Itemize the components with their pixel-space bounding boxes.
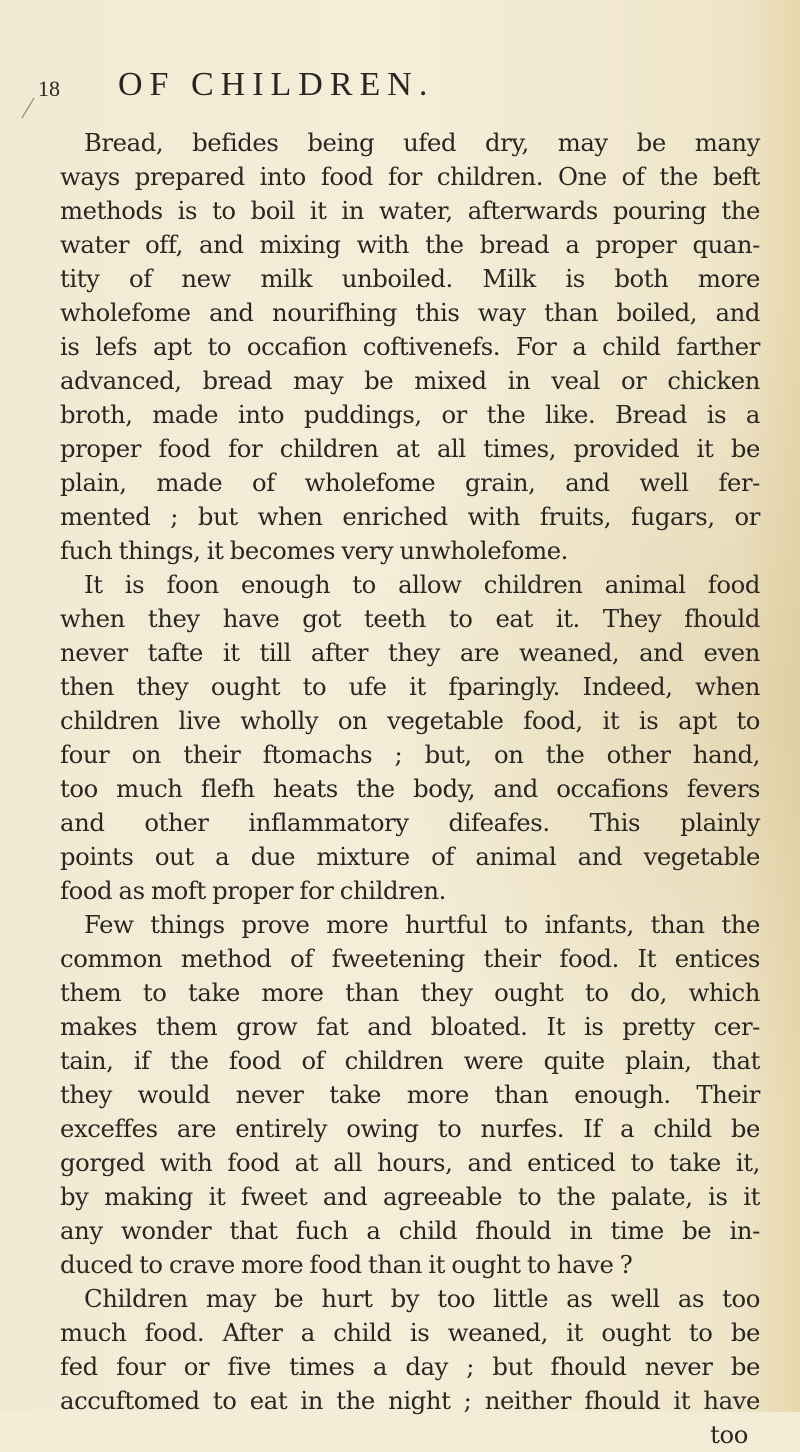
text-line: makes them grow fat and bloated. It is pretty cer- <box>60 1012 760 1041</box>
text-line: any wonder that fuch a child fhould in time be in- <box>60 1216 760 1245</box>
text-line: mented ; but when enriched with fruits, fugars, or <box>60 502 760 531</box>
text-line: when they have got teeth to eat it. They fhould <box>60 604 760 633</box>
text-line: fed four or five times a day ; but fhould never be <box>60 1352 760 1381</box>
text-line: common method of fweetening their food. It entices <box>60 944 760 973</box>
catchword: too <box>710 1420 748 1449</box>
text-line: exceffes are entirely owing to nurfes. If a child be <box>60 1114 760 1143</box>
text-line: they would never take more than enough. Their <box>60 1080 760 1109</box>
text-line: never tafte it till after they are weaned, and even <box>60 638 760 667</box>
text-line: and other inflammatory difeafes. This plainly <box>60 808 760 837</box>
text-line: four on their ftomachs ; but, on the other hand, <box>60 740 760 769</box>
text-line: them to take more than they ought to do, which <box>60 978 760 1007</box>
text-line: It is foon enough to allow children animal food <box>84 570 760 599</box>
text-line: tity of new milk unboiled. Milk is both more <box>60 264 760 293</box>
text-line: methods is to boil it in water, afterwards pouring the <box>60 196 760 225</box>
text-line: water off, and mixing with the bread a proper quan- <box>60 230 760 259</box>
text-line: Bread, befides being ufed dry, may be many <box>84 128 760 157</box>
text-line: is lefs apt to occafion coftivenefs. For a child farther <box>60 332 760 361</box>
text-line: accuftomed to eat in the night ; neither fhould it have <box>60 1386 760 1415</box>
text-line: advanced, bread may be mixed in veal or chicken <box>60 366 760 395</box>
text-line: points out a due mixture of animal and vegetable <box>60 842 760 871</box>
text-line: plain, made of wholefome grain, and well fer- <box>60 468 760 497</box>
text-line: tain, if the food of children were quite plain, that <box>60 1046 760 1075</box>
text-line: ways prepared into food for children. One of the beft <box>60 162 760 191</box>
text-line: then they ought to ufe it fparingly. Indeed, when <box>60 672 760 701</box>
text-line: duced to crave more food than it ought to have ? <box>60 1250 633 1279</box>
text-line: too much flefh heats the body, and occafions fevers <box>60 774 760 803</box>
text-line: wholefome and nourifhing this way than boiled, and <box>60 298 760 327</box>
page-header <box>38 66 778 110</box>
text-line: Few things prove more hurtful to infants, than the <box>84 910 760 939</box>
text-line: much food. After a child is weaned, it ought to be <box>60 1318 760 1347</box>
text-line: broth, made into puddings, or the like. Bread is a <box>60 400 760 429</box>
text-line: by making it fweet and agreeable to the palate, is it <box>60 1182 760 1211</box>
body-text <box>60 126 760 1452</box>
text-line: Children may be hurt by too little as well as too <box>84 1284 760 1313</box>
text-line: proper food for children at all times, provided it be <box>60 434 760 463</box>
margin-pencil-mark <box>18 96 38 122</box>
page-number: 18 <box>38 76 60 101</box>
text-line: children live wholly on vegetable food, it is apt to <box>60 706 760 735</box>
running-title: OF CHILDREN. <box>118 66 435 103</box>
text-line: gorged with food at all hours, and enticed to take it, <box>60 1148 760 1177</box>
text-line: food as moft proper for children. <box>60 876 446 905</box>
text-line: fuch things, it becomes very unwholefome. <box>60 536 569 565</box>
